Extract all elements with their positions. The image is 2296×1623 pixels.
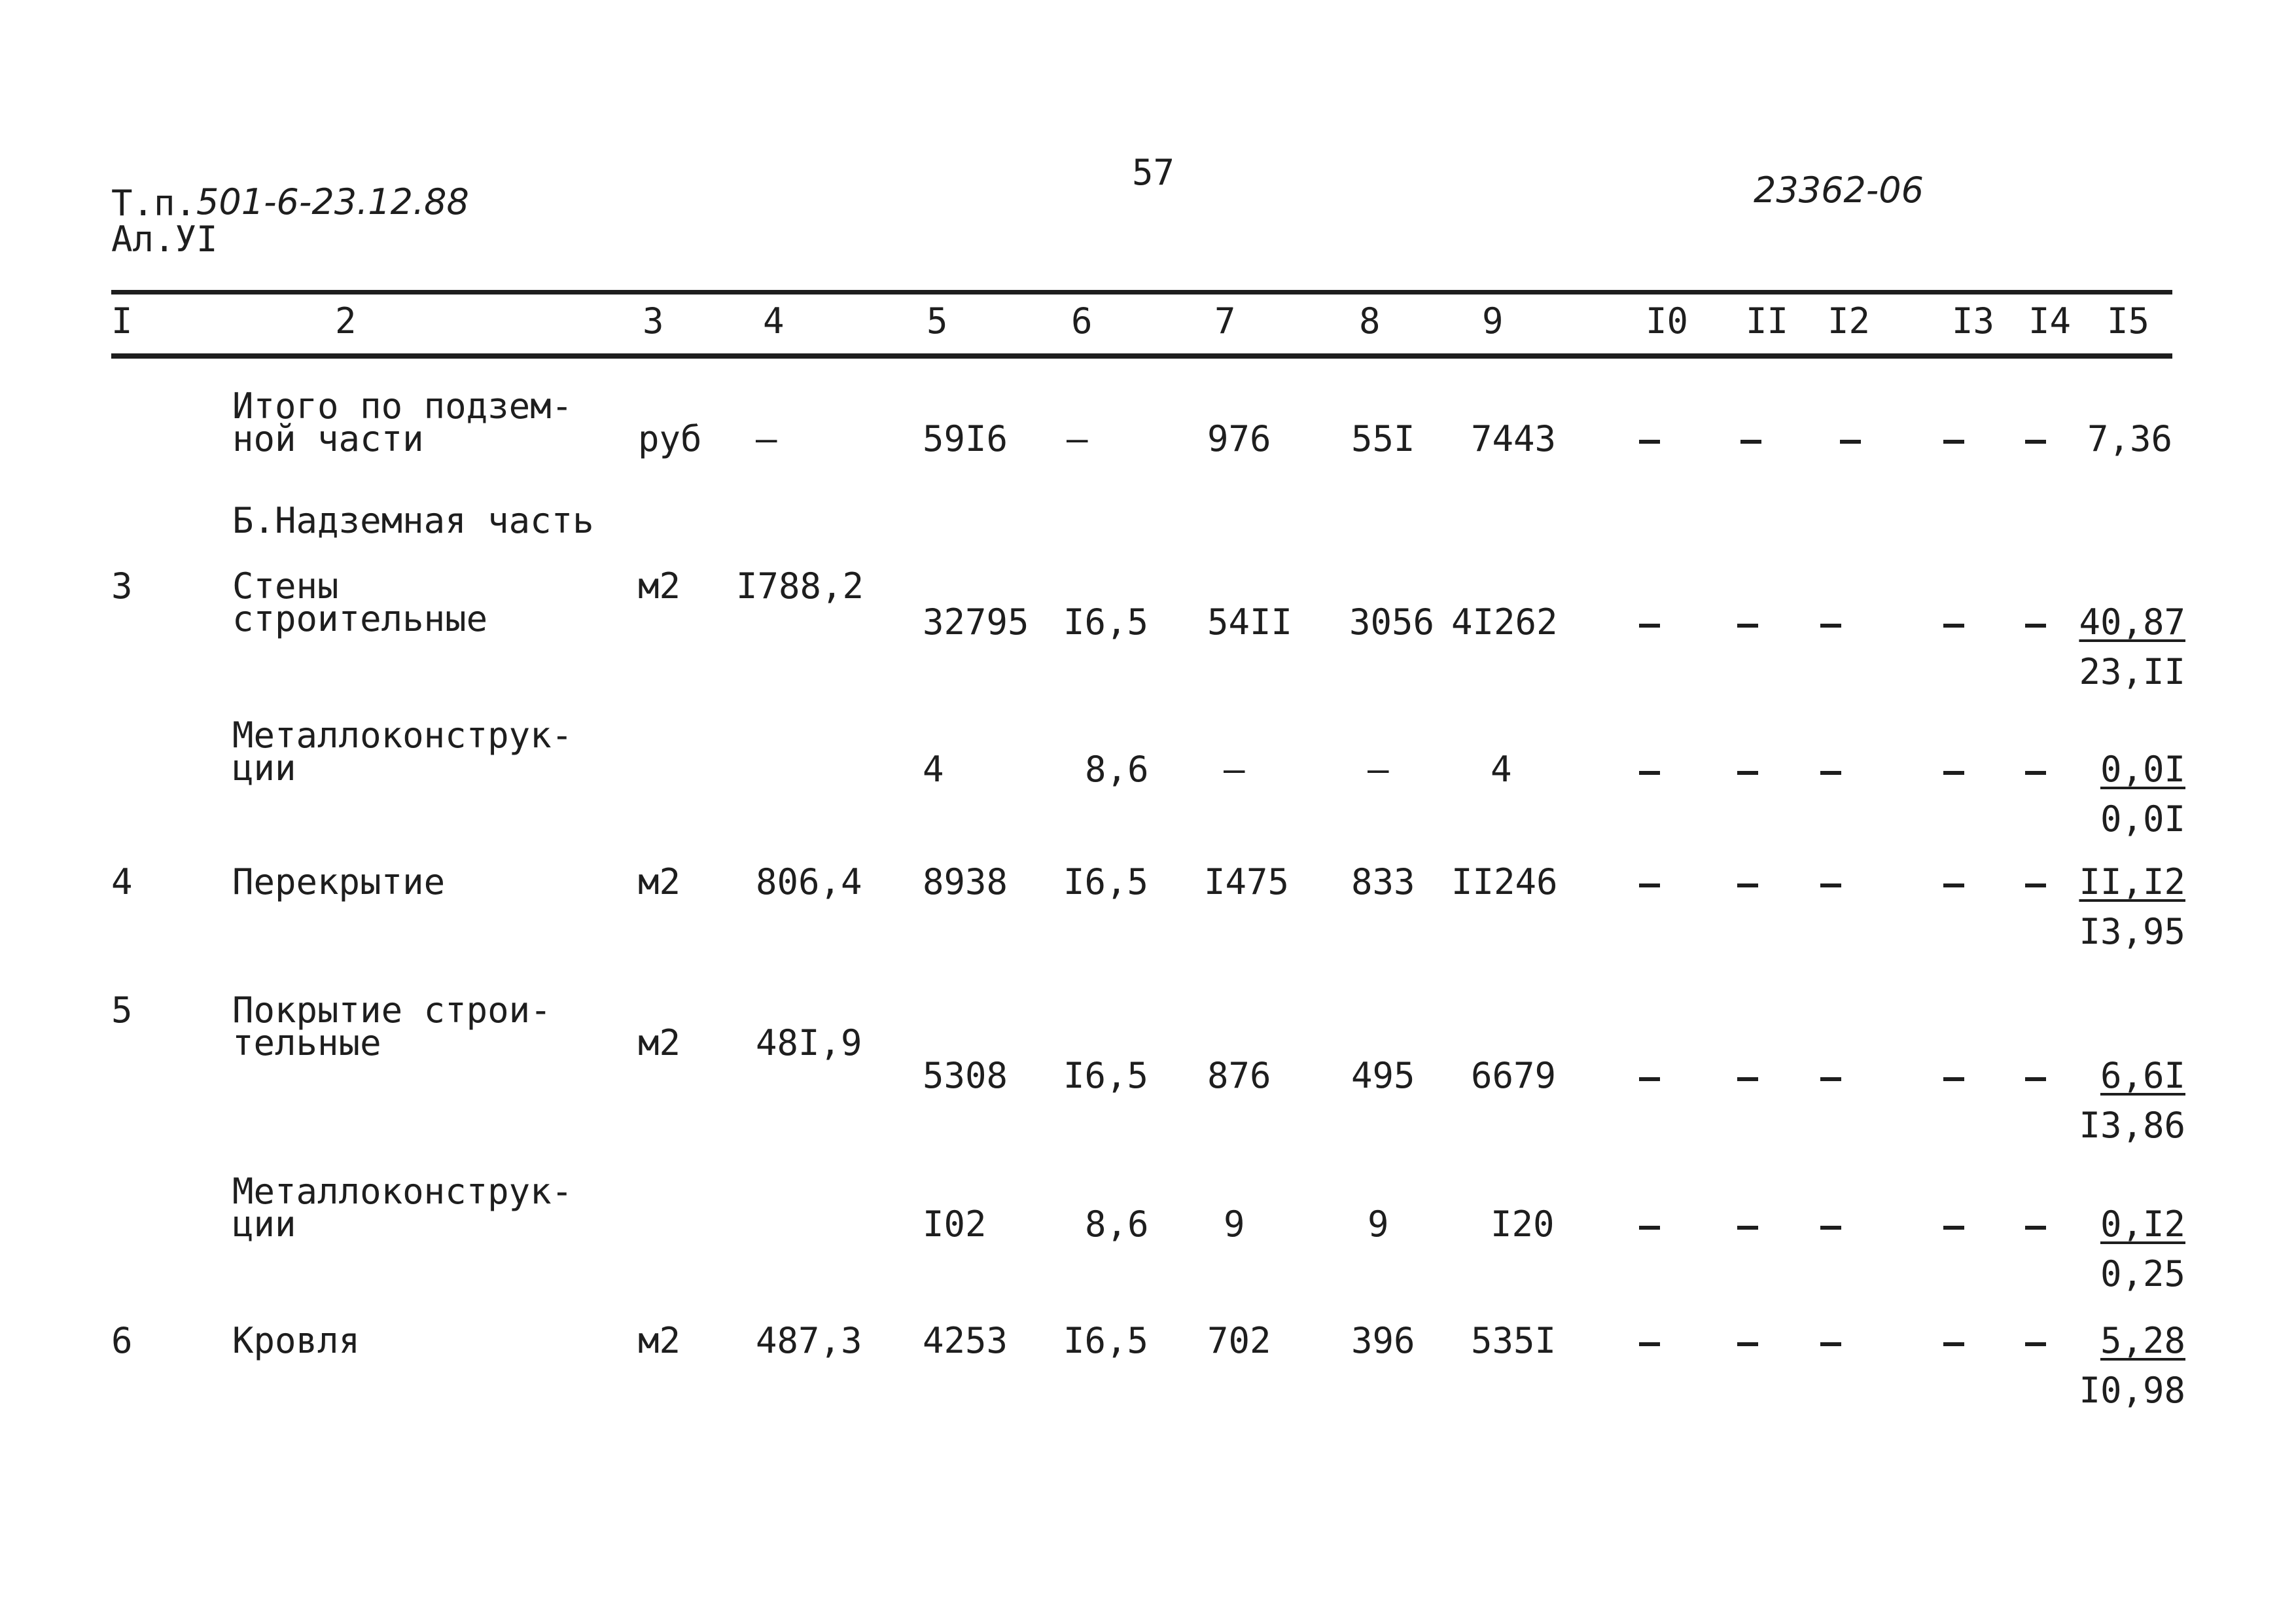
inventory-number: 23362-06 [1754,169,1924,211]
column-header: 3 [643,300,664,342]
dash-col12 [1820,1077,1841,1081]
row-col6: – [1067,418,1088,459]
dash-col10 [1639,771,1660,775]
fraction-denominator: 23,II [2079,651,2185,692]
row-name: ной части [232,418,424,459]
row-col15-fraction [2074,601,2185,692]
row-unit: м2 [638,1022,681,1063]
row-name: Металлоконструк- [232,715,573,756]
row-name: Итого по подзем- [232,385,573,427]
row-col7: 876 [1207,1055,1271,1096]
fraction-numerator: II,I2 [2079,861,2185,902]
fraction-denominator: 0,25 [2100,1253,2185,1294]
row-name: ции [232,1204,296,1245]
doc-prefix: Т.п. [111,183,197,224]
fraction-numerator: 5,28 [2100,1320,2185,1361]
dash-col10 [1639,1226,1660,1230]
row-col7: 54II [1207,601,1293,643]
column-header: I0 [1646,300,1689,342]
column-header: I4 [2028,300,2072,342]
row-col8: 55I [1351,418,1415,459]
dash-col14 [2025,624,2046,628]
row-number: 5 [111,990,133,1031]
row-col5: 4253 [923,1320,1008,1361]
row-col9: I20 [1491,1204,1555,1245]
header-bottom-rule [111,353,2172,359]
fraction-denominator: I3,95 [2079,911,2185,952]
row-name: Покрытие строи- [232,990,552,1031]
row-col7: – [1224,749,1245,790]
dash-col10 [1639,624,1660,628]
row-qty: – [756,418,777,459]
row-col15-fraction [2074,861,2185,952]
dash-col14 [2025,1342,2046,1346]
dash-col11 [1737,624,1758,628]
section-title: Б.Надземная часть [232,500,594,541]
row-col9: II246 [1451,861,1558,902]
dash-col11 [1737,1342,1758,1346]
dash-col14 [2025,440,2046,444]
row-unit: м2 [638,1320,681,1361]
row-col7: 976 [1207,418,1271,459]
page-number: 57 [1132,152,1175,193]
row-number: 6 [111,1320,133,1361]
row-col6: 8,6 [1085,1204,1149,1245]
row-name: Кровля [232,1320,361,1361]
row-col6: I6,5 [1063,1055,1149,1096]
row-col8: 396 [1351,1320,1415,1361]
row-col7: 702 [1207,1320,1271,1361]
dash-col12 [1840,440,1861,444]
row-col15-fraction [2074,1204,2185,1294]
dash-col11 [1737,1226,1758,1230]
fraction-numerator: 0,I2 [2100,1204,2185,1245]
row-col5: 5308 [923,1055,1008,1096]
dash-col10 [1639,440,1660,444]
dash-col14 [2025,771,2046,775]
row-number: 3 [111,565,133,607]
column-header: II [1746,300,1789,342]
dash-col12 [1820,1226,1841,1230]
column-header: 7 [1214,300,1236,342]
dash-col13 [1943,883,1964,887]
row-col9: 4I262 [1451,601,1558,643]
album-label: Ал.УI [111,219,218,260]
fraction-numerator: 40,87 [2079,601,2185,643]
row-name: ции [232,747,296,789]
row-col8: – [1368,749,1389,790]
row-unit: м2 [638,861,681,902]
column-header: I [111,300,133,342]
row-col9: 6679 [1471,1055,1557,1096]
dash-col10 [1639,1077,1660,1081]
column-header: 2 [335,300,357,342]
dash-col14 [2025,1077,2046,1081]
row-col6: 8,6 [1085,749,1149,790]
fraction-denominator: I0,98 [2079,1370,2185,1411]
dash-col12 [1820,1342,1841,1346]
dash-col14 [2025,883,2046,887]
row-col5: 32795 [923,601,1029,643]
row-col9: 7443 [1471,418,1557,459]
row-col6: I6,5 [1063,861,1149,902]
dash-col13 [1943,1342,1964,1346]
fraction-denominator: 0,0I [2100,798,2185,840]
table-top-rule [111,290,2172,294]
dash-col11 [1737,1077,1758,1081]
dash-col13 [1943,1077,1964,1081]
row-name: Перекрытие [232,861,446,902]
row-qty: 48I,9 [756,1022,862,1063]
row-name: строительные [232,598,488,639]
row-name: Металлоконструк- [232,1171,573,1212]
row-col5: 4 [923,749,944,790]
column-header: 5 [927,300,948,342]
row-col9: 535I [1471,1320,1557,1361]
row-number: 4 [111,861,133,902]
row-qty: I788,2 [736,565,864,607]
dash-col13 [1943,1226,1964,1230]
row-col7: 9 [1224,1204,1245,1245]
dash-col11 [1737,883,1758,887]
row-col6: I6,5 [1063,1320,1149,1361]
row-qty: 487,3 [756,1320,862,1361]
doc-number: 501-6-23.12.88 [196,181,469,223]
fraction-numerator: 6,6I [2100,1055,2185,1096]
row-col5: 59I6 [923,418,1008,459]
row-col15-fraction [2074,1320,2185,1411]
row-qty: 806,4 [756,861,862,902]
column-header: 9 [1482,300,1504,342]
dash-col13 [1943,440,1964,444]
dash-col12 [1820,624,1841,628]
row-col7: I475 [1204,861,1290,902]
column-header: 4 [763,300,785,342]
row-col9: 4 [1491,749,1512,790]
column-header: I2 [1828,300,1871,342]
dash-col11 [1737,771,1758,775]
dash-col14 [2025,1226,2046,1230]
row-col6: I6,5 [1063,601,1149,643]
row-name: тельные [232,1022,381,1063]
row-col8: 495 [1351,1055,1415,1096]
row-col15: 7,36 [2087,418,2173,459]
column-header: I3 [1952,300,1995,342]
column-header: 8 [1359,300,1381,342]
row-unit: руб [638,418,702,459]
row-col5: 8938 [923,861,1008,902]
row-col15-fraction [2074,1055,2185,1146]
row-col15-fraction [2074,749,2185,840]
column-header: 6 [1071,300,1093,342]
dash-col13 [1943,771,1964,775]
dash-col10 [1639,883,1660,887]
row-name: Стены [232,565,339,607]
dash-col10 [1639,1342,1660,1346]
row-col5: I02 [923,1204,987,1245]
dash-col12 [1820,771,1841,775]
dash-col12 [1820,883,1841,887]
row-col8: 833 [1351,861,1415,902]
fraction-numerator: 0,0I [2100,749,2185,790]
dash-col13 [1943,624,1964,628]
fraction-denominator: I3,86 [2079,1105,2185,1146]
row-col8: 9 [1368,1204,1389,1245]
row-unit: м2 [638,565,681,607]
row-col8: 3056 [1349,601,1435,643]
dash-col11 [1740,440,1761,444]
column-header: I5 [2107,300,2150,342]
